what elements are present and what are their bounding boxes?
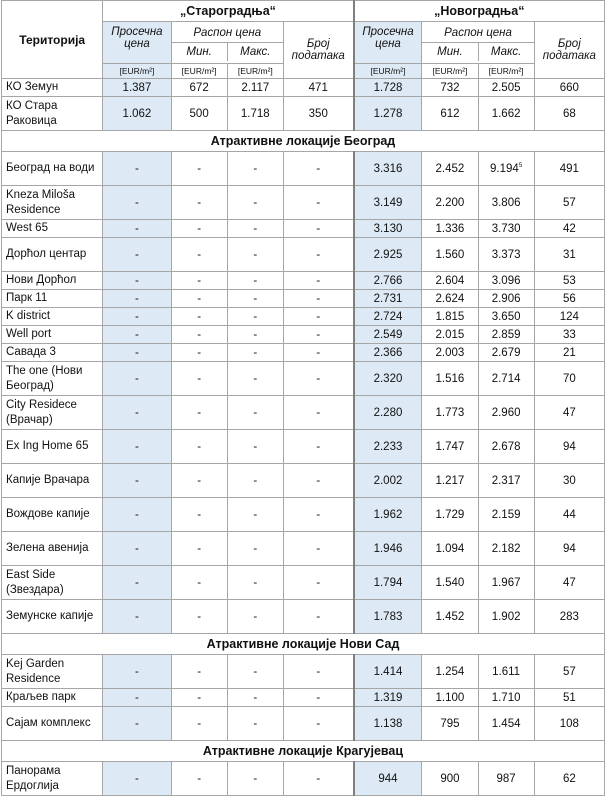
table-body <box>2 79 605 796</box>
new-count: 47 <box>534 396 604 430</box>
new-min-price: 1.336 <box>422 220 478 238</box>
old-max-price: - <box>227 326 283 344</box>
footnote-marker: 5 <box>518 162 523 169</box>
old-count: - <box>283 396 353 430</box>
old-avg-price: - <box>103 689 171 707</box>
new-min-price: 2.015 <box>422 326 478 344</box>
old-avg-price: - <box>103 238 171 272</box>
new-max-price: 2.159 <box>478 498 534 532</box>
territory-name: Нови Дорћол <box>2 272 103 290</box>
new-min-price: 1.540 <box>422 566 478 600</box>
old-min-price: - <box>171 762 227 796</box>
new-count: 491 <box>534 152 604 186</box>
new-avg-price: 2.724 <box>354 308 422 326</box>
old-min-price: - <box>171 430 227 464</box>
old-count: - <box>283 272 353 290</box>
old-min-price: - <box>171 290 227 308</box>
old-max-price: - <box>227 272 283 290</box>
old-max-price: - <box>227 655 283 689</box>
table-row <box>2 238 605 272</box>
old-max-price: - <box>227 396 283 430</box>
new-min-price: 2.003 <box>422 344 478 362</box>
old-avg-price: - <box>103 220 171 238</box>
old-avg-price: - <box>103 532 171 566</box>
old-min-price: - <box>171 532 227 566</box>
territory-name: Панорама Ердоглија <box>2 762 103 796</box>
new-min-price: 1.815 <box>422 308 478 326</box>
old-avg-price: - <box>103 707 171 741</box>
old-max-price: - <box>227 566 283 600</box>
old-count: - <box>283 326 353 344</box>
old-min-price: - <box>171 308 227 326</box>
new-avg-price: 3.149 <box>354 186 422 220</box>
new-min-price: 1.094 <box>422 532 478 566</box>
old-count: - <box>283 290 353 308</box>
old-count: 471 <box>283 79 353 97</box>
old-count: - <box>283 308 353 326</box>
old-count: - <box>283 600 353 634</box>
old-min-price: - <box>171 600 227 634</box>
section-row <box>2 741 605 762</box>
territory-name: Зелена авенија <box>2 532 103 566</box>
old-count-header: Број података <box>283 22 353 79</box>
old-avg-price: 1.062 <box>103 97 171 131</box>
new-count: 124 <box>534 308 604 326</box>
old-max-price: - <box>227 707 283 741</box>
old-count: - <box>283 220 353 238</box>
old-max-price: - <box>227 532 283 566</box>
new-avg-price: 1.319 <box>354 689 422 707</box>
new-count: 94 <box>534 430 604 464</box>
old-range-sub <box>172 43 283 61</box>
new-count: 42 <box>534 220 604 238</box>
old-max-price: - <box>227 152 283 186</box>
new-count: 57 <box>534 655 604 689</box>
old-min-price: - <box>171 498 227 532</box>
table-row <box>2 532 605 566</box>
old-avg-price: 1.387 <box>103 79 171 97</box>
table-row <box>2 272 605 290</box>
old-min-price: - <box>171 186 227 220</box>
new-max-price: 2.505 <box>478 79 534 97</box>
old-count: 350 <box>283 97 353 131</box>
new-count: 68 <box>534 97 604 131</box>
table-row <box>2 600 605 634</box>
old-range-header <box>171 22 283 64</box>
old-max-price: - <box>227 498 283 532</box>
new-range-label: Распон цена <box>422 25 533 43</box>
new-count: 57 <box>534 186 604 220</box>
new-avg-price: 3.130 <box>354 220 422 238</box>
old-min-header: Мин. <box>172 43 228 61</box>
table-row <box>2 396 605 430</box>
new-avg-price: 2.233 <box>354 430 422 464</box>
table-row <box>2 344 605 362</box>
territory-name: Вождове капије <box>2 498 103 532</box>
old-max-price: - <box>227 290 283 308</box>
table-row <box>2 79 605 97</box>
old-count: - <box>283 238 353 272</box>
old-count: - <box>283 762 353 796</box>
new-min-price: 795 <box>422 707 478 741</box>
new-avg-price: 1.138 <box>354 707 422 741</box>
old-max-price: - <box>227 464 283 498</box>
old-count: - <box>283 344 353 362</box>
new-count: 44 <box>534 498 604 532</box>
old-min-price: - <box>171 566 227 600</box>
new-avg-unit: [EUR/m²] <box>354 64 422 79</box>
new-count: 62 <box>534 762 604 796</box>
old-avg-price: - <box>103 308 171 326</box>
section-row <box>2 131 605 152</box>
section-title: Атрактивне локације Крагујевац <box>2 741 605 762</box>
section-title: Атрактивне локације Београд <box>2 131 605 152</box>
new-max-price: 2.182 <box>478 532 534 566</box>
territory-name: Kej Garden Residence <box>2 655 103 689</box>
new-avg-price: 2.549 <box>354 326 422 344</box>
new-max-price: 987 <box>478 762 534 796</box>
territory-name: City Resideсe (Врачар) <box>2 396 103 430</box>
new-max-price: 1.662 <box>478 97 534 131</box>
old-min-price: - <box>171 362 227 396</box>
old-avg-price: - <box>103 430 171 464</box>
new-min-price: 2.200 <box>422 186 478 220</box>
new-count: 21 <box>534 344 604 362</box>
territory-name: West 65 <box>2 220 103 238</box>
new-max-price: 3.730 <box>478 220 534 238</box>
new-count: 47 <box>534 566 604 600</box>
new-max-price: 3.650 <box>478 308 534 326</box>
new-avg-price: 2.280 <box>354 396 422 430</box>
new-min-price: 1.452 <box>422 600 478 634</box>
old-max-header: Макс. <box>240 45 271 58</box>
old-avg-price: - <box>103 762 171 796</box>
section-title: Атрактивне локације Нови Сад <box>2 634 605 655</box>
new-max-price: 1.454 <box>478 707 534 741</box>
new-avg-price: 2.766 <box>354 272 422 290</box>
new-max-price: 1.967 <box>478 566 534 600</box>
old-count: - <box>283 566 353 600</box>
new-min-price: 2.452 <box>422 152 478 186</box>
old-construction-header: „Староградња“ <box>103 1 354 22</box>
old-avg-price: - <box>103 344 171 362</box>
new-max-price: 3.373 <box>478 238 534 272</box>
new-max-price <box>478 152 534 186</box>
old-min-price: - <box>171 655 227 689</box>
old-count: - <box>283 430 353 464</box>
new-max-price: 2.317 <box>478 464 534 498</box>
old-max-price: - <box>227 308 283 326</box>
new-max-price: 1.902 <box>478 600 534 634</box>
table-row <box>2 566 605 600</box>
new-count: 30 <box>534 464 604 498</box>
new-max-price: 2.859 <box>478 326 534 344</box>
territory-header: Територија <box>2 1 103 79</box>
table-row <box>2 464 605 498</box>
new-max-price: 3.806 <box>478 186 534 220</box>
new-min-price: 900 <box>422 762 478 796</box>
new-max-price: 1.710 <box>478 689 534 707</box>
old-min-price: - <box>171 152 227 186</box>
old-min-price: 672 <box>171 79 227 97</box>
territory-name: Парк 11 <box>2 290 103 308</box>
new-avg-price: 2.002 <box>354 464 422 498</box>
old-max-price: - <box>227 600 283 634</box>
old-min-price: - <box>171 344 227 362</box>
new-max-price: 2.714 <box>478 362 534 396</box>
table-row <box>2 290 605 308</box>
old-max-price: - <box>227 762 283 796</box>
old-max-price: - <box>227 186 283 220</box>
territory-name: КО Стара Раковица <box>2 97 103 131</box>
new-avg-price: 1.962 <box>354 498 422 532</box>
old-count: - <box>283 362 353 396</box>
new-construction-header: „Новоградња“ <box>354 1 605 22</box>
old-count: - <box>283 655 353 689</box>
new-min-price: 1.747 <box>422 430 478 464</box>
new-max-price: 2.906 <box>478 290 534 308</box>
old-avg-price: - <box>103 655 171 689</box>
old-max-price: 2.117 <box>227 79 283 97</box>
new-avg-price: 944 <box>354 762 422 796</box>
old-avg-price: - <box>103 464 171 498</box>
table-row <box>2 308 605 326</box>
table-row <box>2 707 605 741</box>
table-row <box>2 762 605 796</box>
old-avg-price: - <box>103 290 171 308</box>
old-avg-price: - <box>103 600 171 634</box>
new-avg-price: 1.946 <box>354 532 422 566</box>
old-min-price: 500 <box>171 97 227 131</box>
old-count: - <box>283 464 353 498</box>
new-avg-price: 1.783 <box>354 600 422 634</box>
table-row <box>2 152 605 186</box>
new-count: 660 <box>534 79 604 97</box>
old-min-price: - <box>171 396 227 430</box>
old-max-unit: [EUR/m²] <box>227 64 283 79</box>
old-count: - <box>283 498 353 532</box>
territory-name: Well port <box>2 326 103 344</box>
new-max-price: 2.679 <box>478 344 534 362</box>
old-count: - <box>283 152 353 186</box>
new-count: 283 <box>534 600 604 634</box>
new-avg-price: 1.728 <box>354 79 422 97</box>
new-min-price: 2.624 <box>422 290 478 308</box>
territory-name: East Side (Звездара) <box>2 566 103 600</box>
old-max-price: - <box>227 344 283 362</box>
territory-name: Београд на води <box>2 152 103 186</box>
new-max-unit: [EUR/m²] <box>478 64 534 79</box>
old-count: - <box>283 186 353 220</box>
new-count-header: Број података <box>534 22 604 79</box>
new-count: 56 <box>534 290 604 308</box>
table-row <box>2 326 605 344</box>
old-min-price: - <box>171 689 227 707</box>
old-min-price: - <box>171 272 227 290</box>
territory-name: K district <box>2 308 103 326</box>
old-range-label: Распон цена <box>172 25 283 43</box>
old-avg-unit: [EUR/m²] <box>103 64 171 79</box>
new-avg-price: 2.925 <box>354 238 422 272</box>
table-row <box>2 689 605 707</box>
table-header <box>2 1 605 79</box>
territory-name: Дорћол центар <box>2 238 103 272</box>
new-count: 33 <box>534 326 604 344</box>
new-count: 108 <box>534 707 604 741</box>
new-avg-price: 3.316 <box>354 152 422 186</box>
table-row <box>2 498 605 532</box>
new-min-price: 1.100 <box>422 689 478 707</box>
price-table <box>1 0 605 796</box>
new-count: 70 <box>534 362 604 396</box>
table-row <box>2 220 605 238</box>
old-min-price: - <box>171 238 227 272</box>
territory-name: Ex Ing Home 65 <box>2 430 103 464</box>
new-avg-price-header: Просечна цена <box>354 22 422 64</box>
old-avg-price: - <box>103 326 171 344</box>
old-avg-price: - <box>103 498 171 532</box>
new-avg-price: 2.366 <box>354 344 422 362</box>
territory-name: Савада 3 <box>2 344 103 362</box>
old-avg-price: - <box>103 186 171 220</box>
new-min-price: 1.516 <box>422 362 478 396</box>
new-min-price: 2.604 <box>422 272 478 290</box>
territory-name: Сајам комплекс <box>2 707 103 741</box>
old-max-price: - <box>227 689 283 707</box>
new-min-price: 1.217 <box>422 464 478 498</box>
territory-name: Земунске капије <box>2 600 103 634</box>
new-max-price: 2.678 <box>478 430 534 464</box>
old-count: - <box>283 532 353 566</box>
new-min-price: 1.560 <box>422 238 478 272</box>
new-min-unit: [EUR/m²] <box>422 64 478 79</box>
new-range-sub <box>422 43 533 61</box>
old-max-price: 1.718 <box>227 97 283 131</box>
old-min-price: - <box>171 220 227 238</box>
territory-name: КО Земун <box>2 79 103 97</box>
new-range-header <box>422 22 534 64</box>
old-avg-price: - <box>103 362 171 396</box>
territory-name: Краљев парк <box>2 689 103 707</box>
old-min-unit: [EUR/m²] <box>171 64 227 79</box>
new-min-price: 1.773 <box>422 396 478 430</box>
old-max-price: - <box>227 220 283 238</box>
old-min-price: - <box>171 707 227 741</box>
new-min-price: 1.729 <box>422 498 478 532</box>
new-min-price: 1.254 <box>422 655 478 689</box>
new-avg-price: 1.794 <box>354 566 422 600</box>
new-max-header: Макс. <box>490 45 522 58</box>
new-avg-price: 2.320 <box>354 362 422 396</box>
new-count: 31 <box>534 238 604 272</box>
new-count: 94 <box>534 532 604 566</box>
old-count: - <box>283 689 353 707</box>
table-row <box>2 430 605 464</box>
territory-name: Kneza Miloša Residence <box>2 186 103 220</box>
table-row <box>2 97 605 131</box>
territory-name: Капије Врачара <box>2 464 103 498</box>
territory-name: The one (Нови Београд) <box>2 362 103 396</box>
new-min-price: 732 <box>422 79 478 97</box>
old-count: - <box>283 707 353 741</box>
table-row <box>2 362 605 396</box>
new-max-price: 2.960 <box>478 396 534 430</box>
new-min-header: Мин. <box>422 43 478 61</box>
old-max-price: - <box>227 362 283 396</box>
new-avg-price: 1.278 <box>354 97 422 131</box>
new-min-price: 612 <box>422 97 478 131</box>
table-row <box>2 186 605 220</box>
old-min-price: - <box>171 464 227 498</box>
old-avg-price: - <box>103 566 171 600</box>
old-avg-price: - <box>103 272 171 290</box>
section-row <box>2 634 605 655</box>
old-max-price: - <box>227 430 283 464</box>
new-max-price: 1.611 <box>478 655 534 689</box>
new-count: 51 <box>534 689 604 707</box>
table-row <box>2 655 605 689</box>
new-max-price: 3.096 <box>478 272 534 290</box>
old-avg-price-header: Просечна цена <box>103 22 171 64</box>
max-price-value: 9.194 <box>490 162 519 175</box>
new-avg-price: 2.731 <box>354 290 422 308</box>
new-count: 53 <box>534 272 604 290</box>
new-avg-price: 1.414 <box>354 655 422 689</box>
old-avg-price: - <box>103 152 171 186</box>
old-max-price: - <box>227 238 283 272</box>
old-min-price: - <box>171 326 227 344</box>
old-avg-price: - <box>103 396 171 430</box>
